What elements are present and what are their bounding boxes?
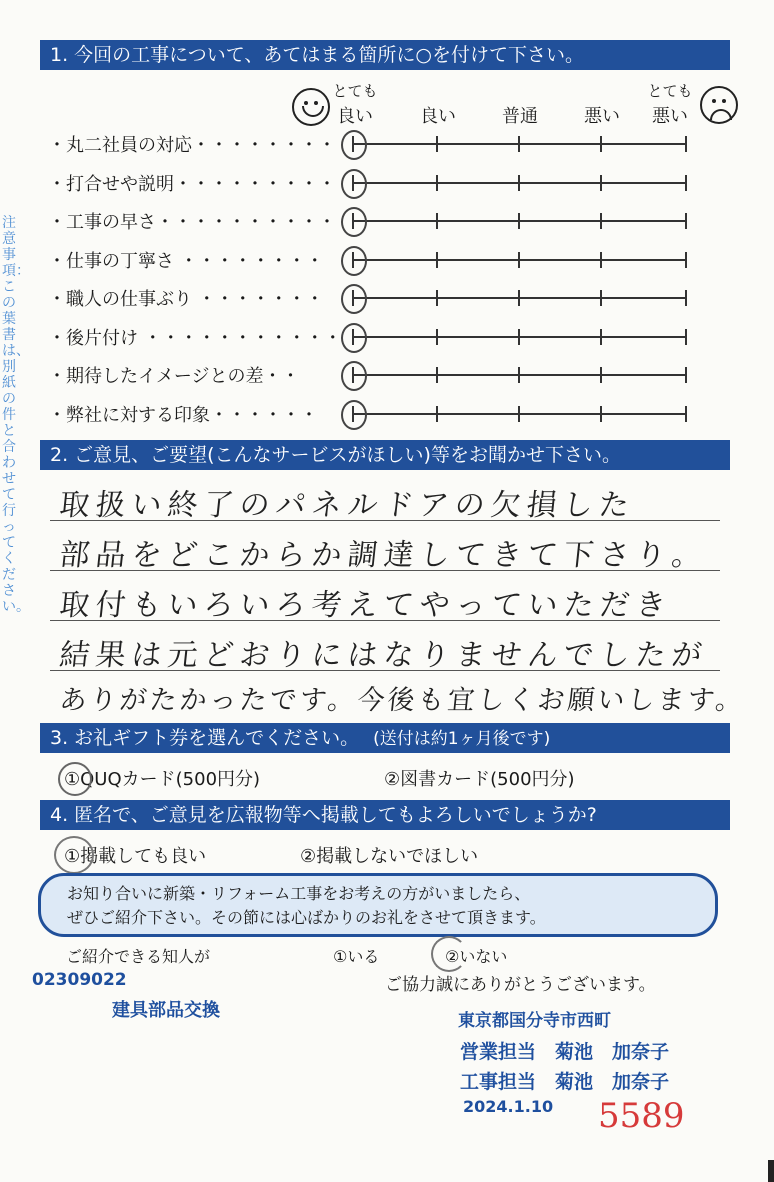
rating-scale-line [352, 413, 687, 415]
rating-scale-tick[interactable] [685, 175, 687, 191]
publish-option-yes[interactable]: ①掲載しても良い [64, 846, 207, 867]
section3-title: お礼ギフト券を選んでください。 [74, 727, 360, 749]
rating-scale-tick[interactable] [518, 213, 520, 229]
rating-scale-tick[interactable] [436, 252, 438, 268]
side-vertical-text: 注意事項：この葉書は、別紙の件と合わせて行ってください。 [2, 215, 30, 615]
section3-note: (送付は約1ヶ月後です) [373, 729, 551, 749]
rating-scale-tick[interactable] [600, 136, 602, 152]
rating-selection-circle [341, 284, 367, 314]
rating-scale-tick[interactable] [436, 175, 438, 191]
rating-selection-circle [341, 130, 367, 160]
rating-selection-circle [341, 246, 367, 276]
comment-line-1: 取扱い終了のパネルドアの欠損した [57, 488, 637, 523]
comment-line-3: 取付もいろいろ考えてやっていただき [57, 588, 674, 623]
comment-line-4: 結果は元どおりにはなりませんでしたが [57, 638, 710, 673]
rating-scale-tick[interactable] [436, 290, 438, 306]
rating-scale-tick[interactable] [518, 329, 520, 345]
rating-scale-line [352, 297, 687, 299]
rating-item-label: ・後片付け ・・・・・・・・・・・ [48, 327, 342, 349]
section2-number: 2. [50, 444, 69, 466]
handwritten-number: 5589 [598, 1096, 685, 1136]
section1-header [40, 40, 730, 70]
rating-scale-tick[interactable] [685, 252, 687, 268]
comment-line-5: ありがたかったです。今後も宜しくお願いします。 [58, 685, 748, 716]
section4-header [40, 800, 730, 830]
rating-scale-tick[interactable] [518, 136, 520, 152]
scale-header-very-good-top: とても [332, 82, 378, 100]
scale-header-normal: 普通 [502, 106, 538, 127]
section2-title: ご意見、ご要望(こんなサービスがほしい)等をお聞かせ下さい。 [74, 444, 621, 466]
rating-scale-tick[interactable] [436, 136, 438, 152]
rating-scale-line [352, 143, 687, 145]
gift-option-tosho[interactable]: ②図書カード(500円分) [384, 769, 575, 790]
rating-scale-tick[interactable] [436, 406, 438, 422]
office-location: 東京都国分寺市西町 [458, 1011, 611, 1031]
rating-scale-tick[interactable] [685, 136, 687, 152]
rating-scale-tick[interactable] [685, 213, 687, 229]
rating-scale-line [352, 336, 687, 338]
customer-code: 02309022 [32, 970, 127, 990]
section3-header [40, 723, 730, 753]
scale-header-very-bad-top: とても [647, 82, 693, 100]
rating-scale-line [352, 182, 687, 184]
scale-header-bad: 悪い [584, 106, 620, 127]
rating-scale-tick[interactable] [600, 367, 602, 383]
rating-scale-tick[interactable] [685, 367, 687, 383]
rating-scale-tick[interactable] [600, 290, 602, 306]
rating-scale-tick[interactable] [600, 329, 602, 345]
rating-item-label: ・弊社に対する印象・・・・・・ [48, 404, 318, 426]
sales-representative: 営業担当 菊池 加奈子 [460, 1041, 670, 1063]
rating-scale-tick[interactable] [600, 175, 602, 191]
edge-mark [768, 1160, 774, 1182]
rating-scale-tick[interactable] [436, 329, 438, 345]
thanks-text: ご協力誠にありがとうございます。 [385, 975, 656, 995]
rating-item-label: ・仕事の丁寧さ ・・・・・・・・ [48, 250, 324, 272]
rating-item-label: ・丸二社員の対応・・・・・・・・ [48, 135, 336, 156]
publish-selection-circle [54, 836, 94, 874]
publish-option-no[interactable]: ②掲載しないでほしい [300, 846, 479, 867]
rating-scale-tick[interactable] [600, 252, 602, 268]
rating-selection-circle [341, 361, 367, 391]
rating-scale-tick[interactable] [436, 213, 438, 229]
section3-number: 3. [50, 727, 69, 749]
comment-line-2: 部品をどこからか調達してきて下さり。 [57, 538, 710, 573]
section4-title: 匿名で、ご意見を広報物等へ掲載してもよろしいでしょうか? [74, 804, 597, 826]
frown-face-icon [700, 86, 738, 124]
rating-scale-line [352, 259, 687, 261]
gift-selection-circle [58, 762, 92, 796]
scale-header-good: 良い [420, 106, 456, 127]
rating-item-label: ・職人の仕事ぶり ・・・・・・・ [48, 289, 324, 310]
rating-scale-tick[interactable] [518, 367, 520, 383]
referral-option-yes[interactable]: ①いる [333, 947, 380, 966]
section1-number: 1. [50, 44, 69, 66]
construction-representative: 工事担当 菊池 加奈子 [460, 1071, 670, 1093]
rating-scale-tick[interactable] [518, 290, 520, 306]
rating-selection-circle [341, 207, 367, 237]
rating-scale-tick[interactable] [600, 213, 602, 229]
rating-item-label: ・打合せや説明・・・・・・・・・ [48, 173, 336, 195]
scale-header-very-good: 良い [337, 106, 373, 127]
rating-selection-circle [341, 400, 367, 430]
rating-scale-tick[interactable] [518, 252, 520, 268]
scale-header-very-bad: 悪い [652, 106, 688, 127]
section4-number: 4. [50, 804, 69, 826]
referral-note-line2: ぜひご紹介下さい。その節には心ばかりのお礼をさせて頂きます。 [67, 908, 546, 927]
rating-scale-tick[interactable] [518, 406, 520, 422]
work-title: 建具部品交換 [112, 1000, 220, 1021]
rating-scale-line [352, 374, 687, 376]
referral-selection-circle [431, 936, 467, 972]
rating-scale-line [352, 220, 687, 222]
rating-item-label: ・工事の早さ・・・・・・・・・・ [48, 212, 336, 233]
section1-title: 今回の工事について、あてはまる箇所に○を付けて下さい。 [74, 44, 584, 66]
rating-scale-tick[interactable] [685, 406, 687, 422]
rating-item-label: ・期待したイメージとの差・・ [48, 366, 300, 387]
rating-scale-tick[interactable] [685, 329, 687, 345]
survey-date: 2024.1.10 [463, 1097, 554, 1116]
rating-selection-circle [341, 323, 367, 353]
rating-scale-tick[interactable] [436, 367, 438, 383]
referral-option-no[interactable]: ②いない [445, 947, 508, 966]
gift-option-quo[interactable]: ①QUQカード(500円分) [64, 769, 261, 790]
rating-scale-tick[interactable] [518, 175, 520, 191]
referral-note-box [38, 873, 718, 937]
referral-question: ご紹介できる知人が [66, 947, 211, 966]
section2-header [40, 440, 730, 470]
rating-scale-tick[interactable] [685, 290, 687, 306]
referral-note-line1: お知り合いに新築・リフォーム工事をお考えの方がいましたら、 [67, 884, 531, 903]
rating-scale-tick[interactable] [600, 406, 602, 422]
rating-selection-circle [341, 169, 367, 199]
